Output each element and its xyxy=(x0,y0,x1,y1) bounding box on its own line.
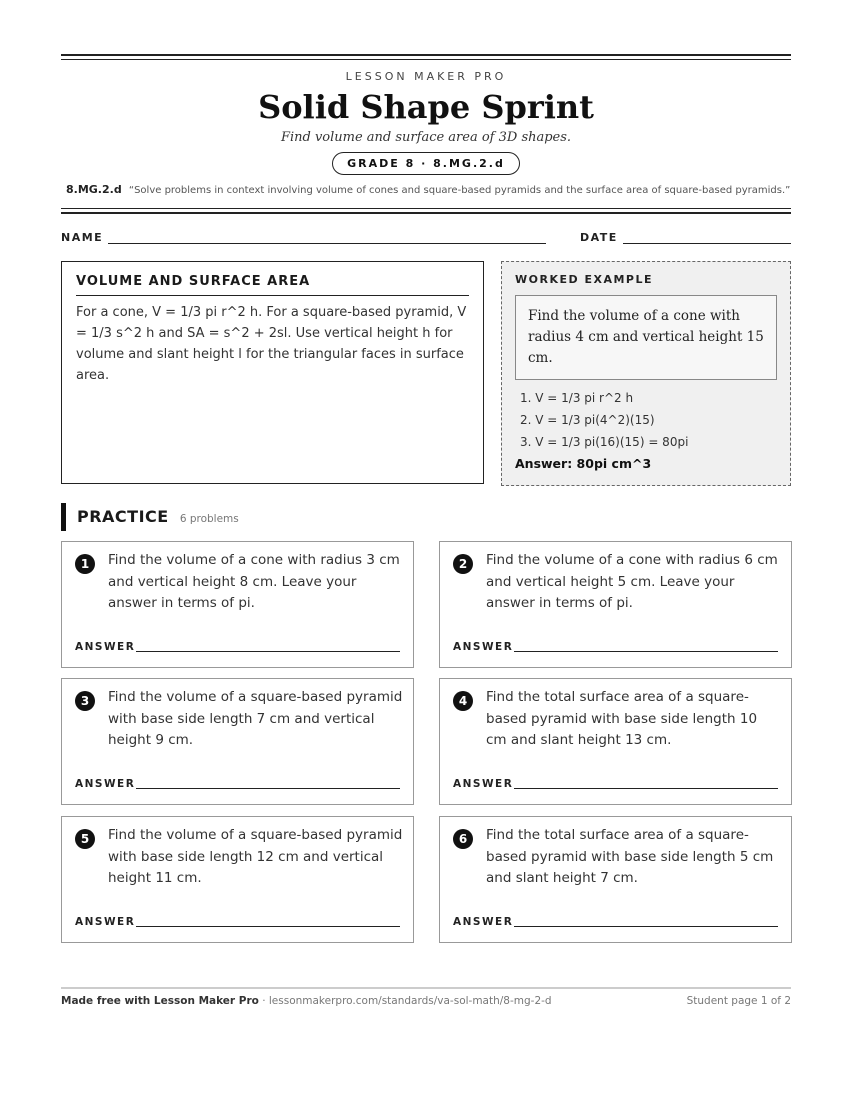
answer-label: ANSWER xyxy=(75,778,136,790)
problem-text: Find the volume of a cone with radius 6 cm and vertical height 5 cm. Leave your answer in terms of pi. xyxy=(486,552,778,611)
answer-line[interactable] xyxy=(514,788,778,789)
standard-text: “Solve problems in context involving volume of cones and square-based pyramids and the surface area of square-based pyramids.” xyxy=(128,185,791,196)
footer-made-with: Made free with Lesson Maker Pro xyxy=(61,995,259,1007)
problem-text: Find the volume of a cone with radius 3 cm and vertical height 8 cm. Leave your answer in terms of pi. xyxy=(108,552,400,611)
problem-number: 1 xyxy=(75,554,95,574)
problem-card-5 xyxy=(61,816,414,943)
example-title: WORKED EXAMPLE xyxy=(515,273,653,286)
answer-line[interactable] xyxy=(136,926,400,927)
problem-card-3 xyxy=(61,678,414,805)
answer-line[interactable] xyxy=(514,926,778,927)
brand-name: LESSON MAKER PRO xyxy=(345,70,507,83)
name-label: NAME xyxy=(61,231,104,244)
example-step: 1. V = 1/3 pi r^2 h xyxy=(520,391,634,405)
problem-card-1 xyxy=(61,541,414,668)
problem-card-2 xyxy=(439,541,792,668)
practice-heading xyxy=(61,503,239,531)
answer-label: ANSWER xyxy=(453,641,514,653)
date-field-line[interactable] xyxy=(623,243,791,244)
answer-label: ANSWER xyxy=(75,916,136,928)
problem-text: Find the total surface area of a square-based pyramid with base side length 10 cm and slant height 13 cm. xyxy=(486,689,758,748)
grade-badge: GRADE 8 · 8.MG.2.d xyxy=(332,152,520,175)
badge-wrap xyxy=(61,152,791,175)
answer-label: ANSWER xyxy=(75,641,136,653)
problem-card-4 xyxy=(439,678,792,805)
worked-example-box xyxy=(501,261,791,486)
problem-card-6 xyxy=(439,816,792,943)
page-title: Solid Shape Sprint xyxy=(258,88,594,126)
standard-code: 8.MG.2.d xyxy=(66,183,122,196)
answer-label: ANSWER xyxy=(453,778,514,790)
header-top-rule xyxy=(61,54,791,60)
header-bottom-rule xyxy=(61,208,791,214)
problem-text: Find the volume of a square-based pyramid with base side length 7 cm and vertical height 9 cm. xyxy=(108,689,403,748)
standard-line xyxy=(61,183,791,196)
worksheet-page xyxy=(61,54,791,1007)
problem-number: 5 xyxy=(75,829,95,849)
page-footer xyxy=(61,987,791,1007)
practice-title: PRACTICE xyxy=(77,507,169,526)
problem-number: 3 xyxy=(75,691,95,711)
footer-page-number: Student page 1 of 2 xyxy=(686,995,791,1007)
answer-line[interactable] xyxy=(136,788,400,789)
name-field-line[interactable] xyxy=(108,243,546,244)
answer-line[interactable] xyxy=(136,651,400,652)
problem-number: 4 xyxy=(453,691,473,711)
page-subtitle: Find volume and surface area of 3D shapes. xyxy=(280,130,572,145)
practice-count: 6 problems xyxy=(179,513,239,525)
problem-text: Find the volume of a square-based pyramid with base side length 12 cm and vertical height 11 cm. xyxy=(108,827,403,886)
concept-box xyxy=(61,261,484,484)
concept-title: VOLUME AND SURFACE AREA xyxy=(76,274,469,296)
answer-line[interactable] xyxy=(514,651,778,652)
example-step: 3. V = 1/3 pi(16)(15) = 80pi xyxy=(520,435,689,449)
answer-label: ANSWER xyxy=(453,916,514,928)
example-step: 2. V = 1/3 pi(4^2)(15) xyxy=(520,413,655,427)
example-answer: Answer: 80pi cm^3 xyxy=(515,456,652,471)
date-label: DATE xyxy=(580,231,618,244)
problem-text: Find the total surface area of a square-based pyramid with base side length 5 cm and slant height 7 cm. xyxy=(486,827,774,886)
problem-number: 2 xyxy=(453,554,473,574)
example-prompt: Find the volume of a cone with radius 4 cm and vertical height 15 cm. xyxy=(515,295,777,380)
problem-number: 6 xyxy=(453,829,473,849)
name-date-row xyxy=(61,231,791,251)
example-steps xyxy=(515,387,777,453)
footer-url[interactable]: · lessonmakerpro.com/standards/va-sol-math/8-mg-2-d xyxy=(258,995,552,1007)
concept-text: For a cone, V = 1/3 pi r^2 h. For a square-based pyramid, V = 1/3 s^2 h and SA = s^2 + 2sl. Use vertical height h for volume and slant height l for the triangular faces in surface area. xyxy=(76,305,467,383)
